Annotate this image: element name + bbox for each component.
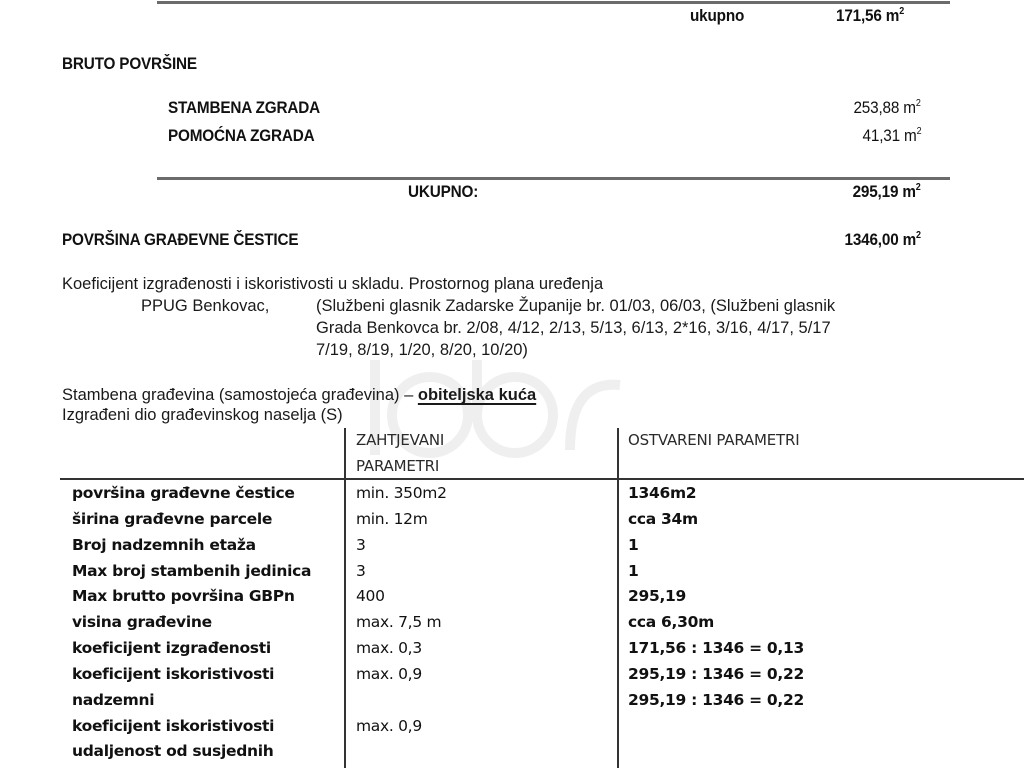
- required-cell: 400: [356, 587, 385, 605]
- bruto-total-number: 295,19 m: [852, 182, 917, 201]
- table-header-achieved: OSTVARENI PARAMETRI: [628, 431, 800, 449]
- top-divider: [157, 1, 950, 4]
- bruto-item-number-0: 253,88 m: [853, 98, 917, 117]
- regulation-line-2-left: PPUG Benkovac,: [141, 297, 270, 315]
- param-cell: koeficijent iskoristivosti: [72, 717, 275, 735]
- table-header-required-1: ZAHTJEVANI: [356, 431, 445, 449]
- achieved-cell: 1346m2: [628, 484, 697, 502]
- param-cell: Max broj stambenih jedinica: [72, 562, 312, 580]
- building-type-prefix: Stambena građevina (samostojeća građevina) –: [62, 386, 418, 404]
- achieved-cell: 295,19: [628, 587, 687, 605]
- regulation-line-4: 7/19, 8/19, 1/20, 8/20, 10/20): [316, 341, 528, 359]
- plot-area-number: 1346,00 m: [844, 230, 917, 249]
- param-cell: Max brutto površina GBPn: [72, 587, 295, 605]
- regulation-line-1: Koeficijent izgrađenosti i iskoristivosti u skladu. Prostornog plana uređenja: [62, 275, 604, 293]
- param-cell: koeficijent izgrađenosti: [72, 639, 271, 657]
- bruto-item-label-1: POMOĆNA ZGRADA: [168, 126, 315, 145]
- top-total-value: [836, 6, 904, 26]
- bruto-total-label: UKUPNO:: [408, 182, 479, 201]
- plot-area-value: [845, 230, 921, 250]
- bruto-item-sup-1: 2: [916, 126, 921, 137]
- achieved-cell: cca 6,30m: [628, 613, 714, 631]
- bruto-item-label-0: STAMBENA ZGRADA: [168, 98, 321, 117]
- required-cell: min. 12m: [356, 510, 428, 528]
- top-total-number: 171,56 m: [836, 6, 900, 25]
- achieved-cell: cca 34m: [628, 510, 698, 528]
- required-cell: max. 0,9: [356, 665, 422, 683]
- required-cell: min. 350m2: [356, 484, 447, 502]
- building-type: [62, 386, 536, 405]
- regulation-line-2-right: (Službeni glasnik Zadarske Županije br. 01/03, 06/03, (Službeni glasnik: [316, 297, 836, 315]
- param-cell: površina građevne čestice: [72, 484, 295, 502]
- param-cell: koeficijent iskoristivosti: [72, 665, 275, 683]
- param-cell: visina građevine: [72, 613, 212, 631]
- building-type-emphasis: obiteljska kuća: [417, 386, 537, 404]
- top-total-label: ukupno: [690, 6, 745, 25]
- achieved-cell: 1: [628, 536, 639, 554]
- bruto-total-sup: 2: [916, 182, 921, 193]
- bruto-item-value-1: [862, 126, 921, 146]
- param-cell: Broj nadzemnih etaža: [72, 536, 256, 554]
- bruto-item-number-1: 41,31 m: [862, 126, 917, 145]
- achieved-cell: 1: [628, 562, 639, 580]
- param-cell: širina građevne parcele: [72, 510, 273, 528]
- required-cell: max. 0,9: [356, 717, 422, 735]
- plot-area-sup: 2: [916, 230, 921, 241]
- top-total-sup: 2: [899, 6, 905, 17]
- building-zone: Izgrađeni dio građevinskog naselja (S): [62, 406, 343, 424]
- required-cell: max. 7,5 m: [356, 613, 442, 631]
- param-cell: udaljenost od susjednih: [72, 742, 274, 760]
- regulation-line-3: Grada Benkovca br. 2/08, 4/12, 2/13, 5/13, 6/13, 2*16, 3/16, 4/17, 5/17: [316, 319, 831, 337]
- table-header-required-2: PARAMETRI: [356, 457, 440, 475]
- bruto-total-divider: [157, 177, 950, 180]
- table-header-divider: [60, 478, 1024, 480]
- param-cell: nadzemni: [72, 691, 155, 709]
- required-cell: 3: [356, 536, 366, 554]
- required-cell: max. 0,3: [356, 639, 422, 657]
- bruto-item-sup-0: 2: [916, 98, 921, 109]
- plot-area-label: POVRŠINA GRAĐEVNE ČESTICE: [62, 230, 299, 249]
- bruto-total-value: [853, 182, 921, 202]
- required-cell: 3: [356, 562, 366, 580]
- bruto-heading: BRUTO POVRŠINE: [62, 54, 197, 73]
- achieved-cell: 295,19 : 1346 = 0,22: [628, 665, 804, 683]
- achieved-cell: 171,56 : 1346 = 0,13: [628, 639, 804, 657]
- achieved-cell: 295,19 : 1346 = 0,22: [628, 691, 804, 709]
- bruto-item-value-0: [854, 98, 921, 118]
